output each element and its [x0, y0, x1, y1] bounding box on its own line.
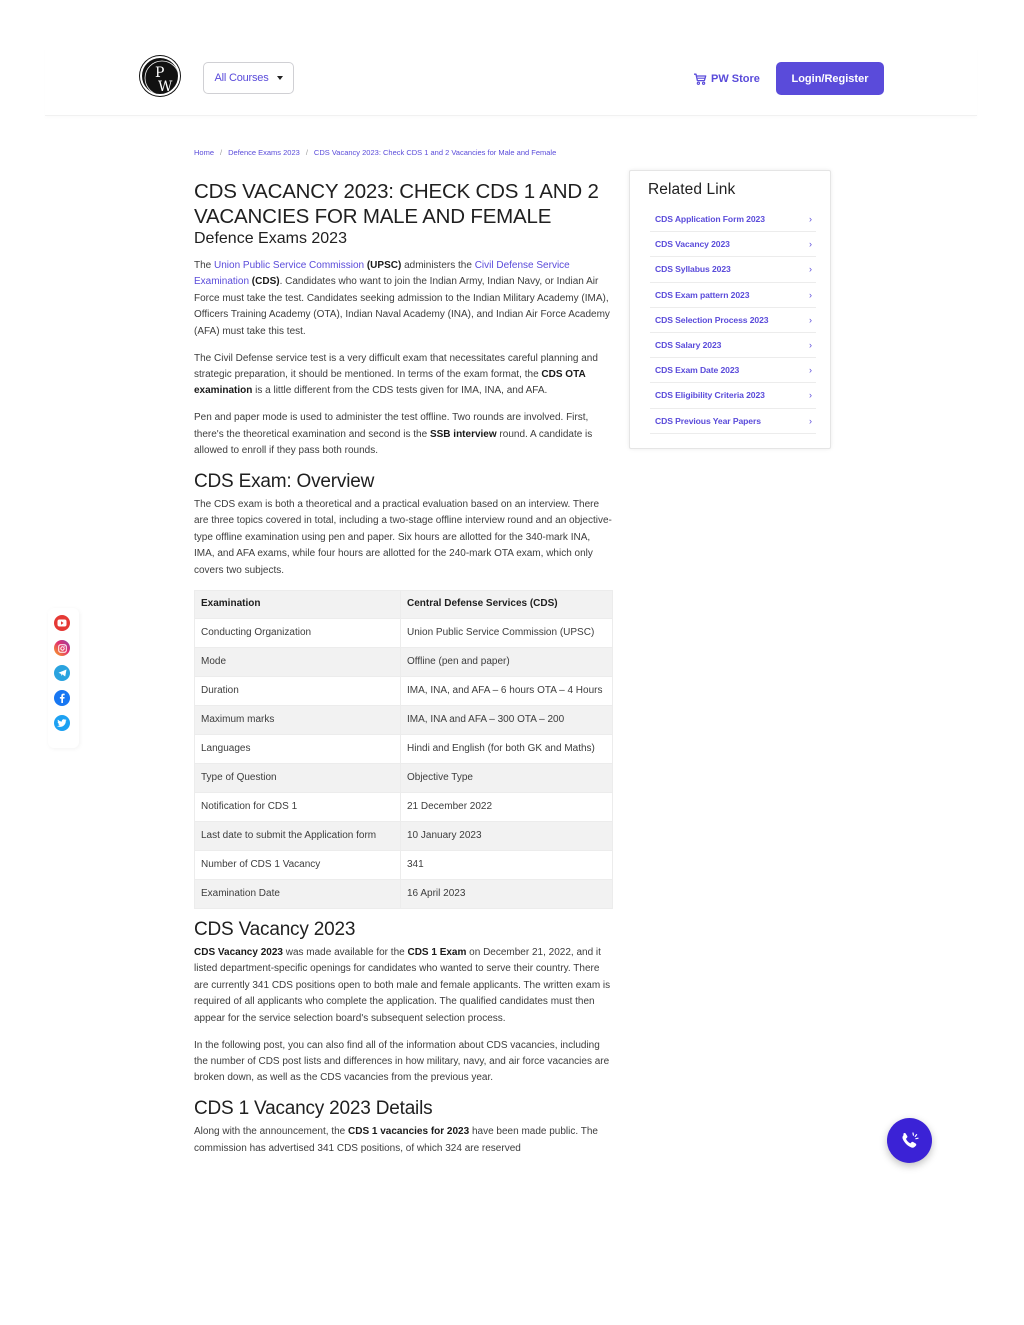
table-header-row	[195, 591, 613, 619]
instagram-icon[interactable]	[54, 640, 70, 656]
chevron-right-icon: ›	[809, 415, 812, 426]
related-link-exam-pattern[interactable]	[650, 283, 816, 308]
table-cell: IMA, INA, and AFA – 6 hours OTA – 4 Hours	[401, 677, 613, 706]
exam-overview-table	[194, 590, 613, 909]
table-row	[195, 851, 613, 880]
related-link-label: CDS Previous Year Papers	[655, 415, 761, 426]
svg-text:P: P	[155, 65, 165, 81]
table-cell: 21 December 2022	[401, 793, 613, 822]
overview-heading: CDS Exam: Overview	[194, 470, 375, 492]
bold-text: CDS Vacancy 2023	[194, 947, 283, 958]
all-courses-dropdown[interactable]	[203, 62, 294, 94]
breadcrumb-separator: /	[220, 148, 223, 157]
details-paragraph-1	[194, 1124, 612, 1157]
related-link-exam-date[interactable]	[650, 358, 816, 383]
table-cell: Maximum marks	[195, 706, 401, 735]
intro-paragraph-3	[194, 410, 612, 459]
telegram-icon[interactable]	[54, 665, 70, 681]
related-link-label: CDS Syllabus 2023	[655, 264, 731, 275]
table-row	[195, 619, 613, 648]
related-link-label: CDS Salary 2023	[655, 340, 722, 351]
breadcrumb-defence-exams[interactable]: Defence Exams 2023	[228, 148, 300, 157]
related-link-label: CDS Selection Process 2023	[655, 314, 769, 325]
bold-text: CDS 1 Exam	[407, 947, 467, 958]
text: Pen and paper mode is used to administer the test offline. Two rounds are involved. First, there's the theoretical examination and second is the	[194, 412, 589, 440]
svg-text:W: W	[158, 79, 173, 95]
twitter-icon[interactable]	[54, 715, 70, 731]
pw-logo[interactable]	[140, 56, 180, 96]
intro-paragraph-2	[194, 351, 612, 400]
chevron-right-icon: ›	[809, 340, 812, 351]
chevron-right-icon: ›	[809, 289, 812, 300]
breadcrumb-current-page[interactable]: CDS Vacancy 2023: Check CDS 1 and 2 Vacancies for Male and Female	[313, 148, 557, 157]
related-link-syllabus[interactable]	[650, 257, 816, 282]
text: have been made public. The commission has advertised 341 CDS positions, of which 324 are reserved	[194, 1126, 598, 1154]
related-link-label: CDS Vacancy 2023	[655, 239, 730, 250]
table-cell: Duration	[195, 677, 401, 706]
facebook-icon[interactable]	[54, 690, 70, 706]
bold-text: SSB interview	[429, 428, 497, 440]
table-row	[195, 648, 613, 677]
related-link-label: CDS Application Form 2023	[655, 214, 765, 225]
breadcrumb-home[interactable]: Home	[194, 148, 215, 157]
upsc-link[interactable]: Union Public Service Commission	[214, 260, 365, 271]
cds-exam-link[interactable]: Civil Defense Service Examination	[194, 260, 570, 288]
related-link-salary[interactable]	[650, 333, 816, 358]
vacancy-paragraph-2: In the following post, you can also find all of the information about CDS vacancies, including the number of CDS post lists and differences in how military, navy, and air force vacancies are broken down, as well as the CDS vacancies from the previous year.	[194, 1039, 610, 1084]
text: is a little different from the CDS tests given for IMA, INA, and AFA.	[252, 385, 548, 397]
text: on December 21, 2022, and it listed department-specific openings for candidates who wanted to serve their country. There are currently 341 CDS positions open to both male and female applicants. The written exam is required of all applicants who complete the application. The qualified candidates must then appear for the service selection board's subsequent selection process.	[194, 947, 611, 1024]
table-cell: Last date to submit the Application form	[195, 822, 401, 851]
table-cell: Conducting Organization	[195, 619, 401, 648]
text: was made available for the	[282, 947, 408, 958]
table-cell: Objective Type	[401, 764, 613, 793]
table-cell: Notification for CDS 1	[195, 793, 401, 822]
chevron-right-icon: ›	[809, 239, 812, 250]
chevron-right-icon: ›	[809, 365, 812, 376]
breadcrumb-separator: /	[305, 148, 308, 157]
bold-text: CDS 1 vacancies for 2023	[348, 1126, 470, 1138]
vacancy-paragraph-1	[194, 945, 612, 1027]
chevron-right-icon: ›	[809, 314, 812, 325]
bold-text: (CDS)	[249, 276, 280, 288]
related-link-selection-process[interactable]	[650, 308, 816, 333]
related-link-label: CDS Exam pattern 2023	[655, 289, 750, 300]
breadcrumb	[194, 148, 556, 157]
vacancy-heading: CDS Vacancy 2023	[194, 919, 356, 940]
table-cell: 10 January 2023	[401, 822, 613, 851]
text: Along with the announcement, the	[194, 1126, 348, 1138]
phone-call-icon	[899, 1130, 921, 1152]
table-cell: Hindi and English (for both GK and Maths)	[401, 735, 613, 764]
pw-logo-icon	[142, 58, 180, 96]
table-cell: IMA, INA and AFA – 300 OTA – 200	[401, 706, 613, 735]
table-cell: Union Public Service Commission (UPSC)	[401, 619, 613, 648]
table-cell: 341	[401, 851, 613, 880]
bold-text: (UPSC)	[364, 260, 402, 271]
social-share-rail	[48, 608, 79, 748]
related-link-application-form[interactable]	[650, 207, 816, 232]
text: round. A candidate is allowed to enroll if they pass both rounds.	[194, 428, 593, 457]
pw-store-link[interactable]	[693, 73, 760, 85]
site-header	[45, 48, 977, 116]
table-row	[195, 880, 613, 909]
related-link-previous-papers[interactable]	[650, 409, 816, 434]
table-cell: Languages	[195, 735, 401, 764]
caret-down-icon	[277, 76, 283, 80]
related-links-list	[650, 207, 816, 434]
bold-text: CDS OTA examination	[194, 368, 586, 397]
text: administers the	[401, 260, 475, 271]
chevron-right-icon: ›	[809, 214, 812, 225]
related-links-panel	[629, 170, 831, 449]
cart-icon	[693, 73, 707, 85]
related-link-label: CDS Eligibility Criteria 2023	[655, 390, 765, 401]
chevron-right-icon: ›	[809, 264, 812, 275]
chevron-right-icon: ›	[809, 390, 812, 401]
page-title: CDS VACANCY 2023: CHECK CDS 1 AND 2 VACANCIES FOR MALE AND FEMALE	[194, 180, 599, 228]
table-row	[195, 793, 613, 822]
pw-store-label: PW Store	[711, 73, 760, 85]
table-cell: Type of Question	[195, 764, 401, 793]
table-row	[195, 735, 613, 764]
related-link-label: CDS Exam Date 2023	[655, 365, 740, 376]
all-courses-label: All Courses	[214, 72, 269, 84]
article	[194, 180, 612, 1168]
table-header-cell: Central Defense Services (CDS)	[401, 591, 613, 619]
login-register-button[interactable]: Login/Register	[776, 62, 884, 95]
details-heading: CDS 1 Vacancy 2023 Details	[194, 1098, 433, 1120]
text: . Candidates who want to join the Indian Army, Indian Navy, or Indian Air Force must take the test. Candidates seeking admission to the Indian Military Academy (IMA), Officers Training Academy (OTA), Indian Naval Academy (INA), and Indian Air Force Academy (AFA) must take this test.	[194, 276, 610, 337]
related-link-eligibility[interactable]	[650, 383, 816, 408]
table-cell: Offline (pen and paper)	[401, 648, 613, 677]
table-row	[195, 677, 613, 706]
call-button[interactable]	[887, 1118, 932, 1163]
table-row	[195, 706, 613, 735]
youtube-icon[interactable]	[54, 615, 70, 631]
related-links-heading: Related Link	[648, 181, 736, 198]
article-category: Defence Exams 2023	[194, 230, 347, 247]
table-cell: Mode	[195, 648, 401, 677]
table-cell: 16 April 2023	[401, 880, 613, 909]
text: The Civil Defense service test is a very difficult exam that necessitates careful planning and strategic preparation, it should be mentioned. In terms of the exam format, the	[194, 352, 598, 380]
text: The	[194, 260, 215, 271]
related-link-vacancy[interactable]	[650, 232, 816, 257]
overview-paragraph: The CDS exam is both a theoretical and a practical evaluation based on an interview. There are three topics covered in total, including a two-stage offline interview round and an objective-type offline examination using pen and paper. Six hours are allotted for the 340-mark INA, IMA, and AFA exams, while four hours are allotted for the 240-mark OTA exam, which only covers two subjects.	[194, 498, 612, 576]
intro-paragraph-1	[194, 258, 612, 340]
table-cell: Number of CDS 1 Vacancy	[195, 851, 401, 880]
table-cell: Examination Date	[195, 880, 401, 909]
table-header-cell: Examination	[195, 591, 401, 619]
table-row	[195, 822, 613, 851]
table-row	[195, 764, 613, 793]
